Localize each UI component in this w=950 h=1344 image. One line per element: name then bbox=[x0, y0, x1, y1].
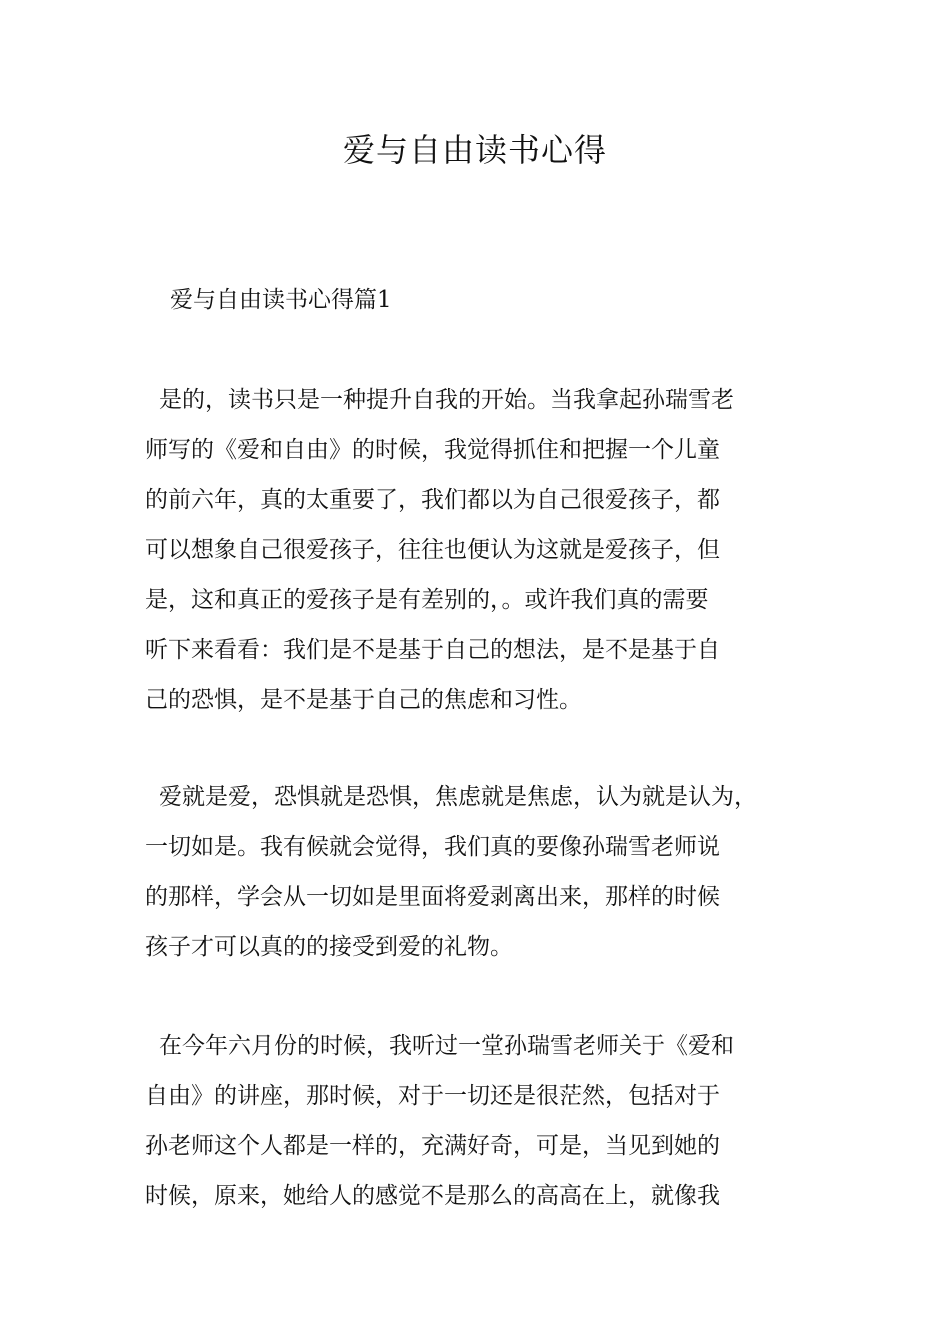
paragraph-line: 孩子才可以真的的接受到爱的礼物。 bbox=[145, 934, 513, 960]
paragraph-line: 的前六年，真的太重要了，我们都以为自己很爱孩子，都 bbox=[145, 487, 720, 513]
paragraph-line: 是的，读书只是一种提升自我的开始。当我拿起孙瑞雪老 bbox=[159, 387, 734, 413]
paragraph-1 bbox=[145, 375, 825, 725]
paragraph-line: 的那样，学会从一切如是里面将爱剥离出来，那样的时候 bbox=[145, 884, 720, 910]
paragraph-line: 自由》的讲座，那时候，对于一切还是很茫然，包括对于 bbox=[145, 1083, 720, 1109]
document-title: 爱与自由读书心得 bbox=[342, 131, 607, 169]
paragraph-line: 可以想象自己很爱孩子，往往也便认为这就是爱孩子，但 bbox=[145, 537, 720, 563]
paragraph-line: 听下来看看：我们是不是基于自己的想法，是不是基于自 bbox=[145, 637, 720, 663]
paragraph-line: 孙老师这个人都是一样的，充满好奇，可是，当见到她的 bbox=[145, 1133, 720, 1159]
paragraph-2 bbox=[145, 772, 825, 972]
paragraph-line: 是，这和真正的爱孩子是有差别的，。或许我们真的需要 bbox=[145, 587, 709, 613]
paragraph-3 bbox=[145, 1021, 825, 1221]
paragraph-line: 师写的《爱和自由》的时候，我觉得抓住和把握一个儿童 bbox=[145, 437, 720, 463]
paragraph-line: 一切如是。我有候就会觉得，我们真的要像孙瑞雪老师说 bbox=[145, 834, 720, 860]
section-heading: 爱与自由读书心得篇1 bbox=[170, 287, 392, 313]
paragraph-line: 在今年六月份的时候，我听过一堂孙瑞雪老师关于《爱和 bbox=[159, 1033, 734, 1059]
paragraph-line: 己的恐惧，是不是基于自己的焦虑和习性。 bbox=[145, 687, 582, 713]
paragraph-line: 时候，原来，她给人的感觉不是那么的高高在上，就像我 bbox=[145, 1183, 720, 1209]
paragraph-line: 爱就是爱，恐惧就是恐惧，焦虑就是焦虑，认为就是认为， bbox=[159, 784, 757, 810]
